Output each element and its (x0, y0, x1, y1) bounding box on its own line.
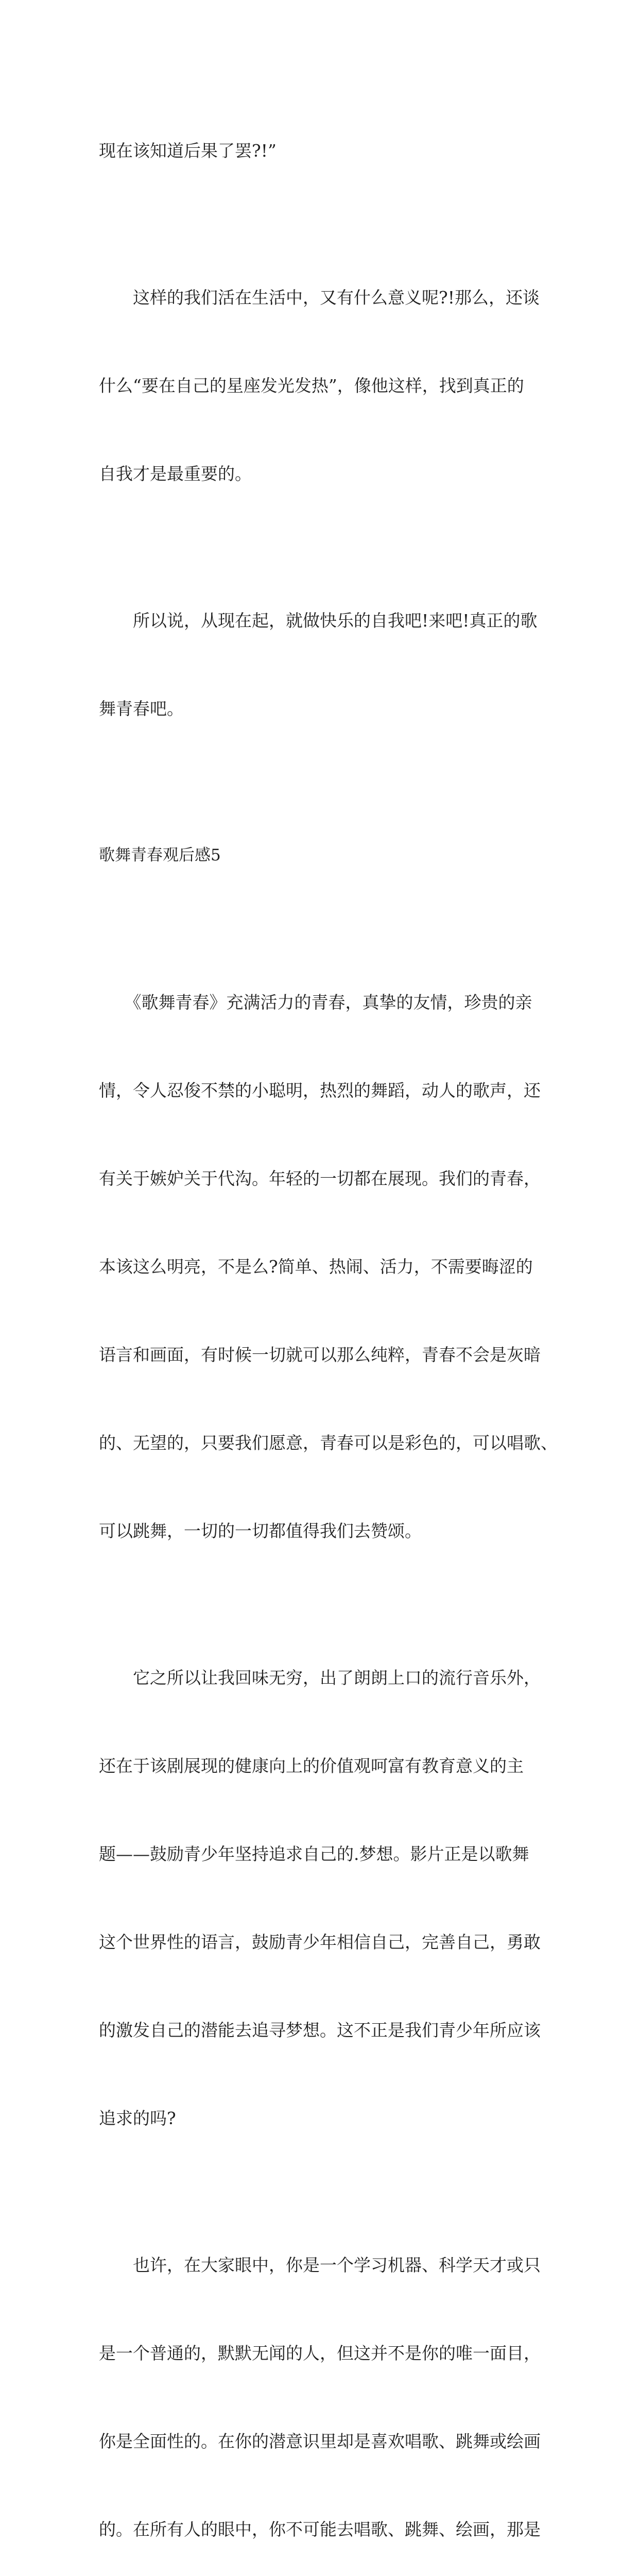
text-line: 的。在所有人的眼中，你不可能去唱歌、跳舞、绘画，那是 (99, 2519, 541, 2539)
text-line: 《歌舞青春》充满活力的青春，真挚的友情，珍贵的亲 (99, 992, 532, 1012)
text-line: 自我才是最重要的。 (99, 464, 252, 484)
text-line: 语言和画面，有时候一切就可以那么纯粹，青春不会是灰暗 (99, 1345, 541, 1365)
text-line: 这个世界性的语言，鼓励青少年相信自己，完善自己，勇敢 (99, 1932, 541, 1952)
document-body (99, 77, 558, 2576)
text-line: 现在该知道后果了罢?!” (99, 141, 277, 161)
text-line: 情，令人忍俊不禁的小聪明，热烈的舞蹈，动人的歌声，还 (99, 1080, 541, 1100)
text-line: 本该这么明亮，不是么?简单、热闹、活力，不需要晦涩的 (99, 1257, 533, 1277)
text-line: 你是全面性的。在你的潜意识里却是喜欢唱歌、跳舞或绘画 (99, 2431, 541, 2451)
text-line: 这样的我们活在生活中，又有什么意义呢?!那么，还谈 (99, 287, 540, 308)
paragraph-4 (99, 929, 558, 1604)
paragraph-6 (99, 2192, 552, 2576)
paragraph-1 (99, 77, 552, 224)
paragraph-5 (99, 1604, 552, 2192)
text-line: 可以跳舞，一切的一切都值得我们去赞颂。 (99, 1521, 422, 1541)
text-line: 舞青春吧。 (99, 699, 184, 719)
text-line: 的激发自己的潜能去追寻梦想。这不正是我们青少年所应该 (99, 2020, 541, 2040)
text-line: 的、无望的，只要我们愿意，青春可以是彩色的，可以唱歌、 (99, 1433, 558, 1453)
heading-text: 歌舞青春观后感5 (99, 846, 221, 865)
section-heading (99, 782, 552, 929)
text-line: 它之所以让我回味无穷，出了朗朗上口的流行音乐外， (99, 1668, 541, 1688)
text-line: 所以说，从现在起，就做快乐的自我吧!来吧!真正的歌 (99, 611, 538, 631)
text-line: 是一个普通的，默默无闻的人，但这并不是你的唯一面目， (99, 2343, 541, 2363)
text-line: 有关于嫉妒关于代沟。年轻的一切都在展现。我们的青春， (99, 1168, 541, 1189)
text-line: 题——鼓励青少年坚持追求自己的.梦想。影片正是以歌舞 (99, 1844, 529, 1864)
text-line: 也许，在大家眼中，你是一个学习机器、科学天才或只 (99, 2255, 541, 2275)
text-line: 还在于该剧展现的健康向上的价值观呵富有教育意义的主 (99, 1756, 524, 1776)
text-line: 什么“要在自己的星座发光发热”，像他这样，找到真正的 (99, 376, 524, 396)
paragraph-3 (99, 547, 552, 782)
paragraph-2 (99, 224, 552, 547)
text-line: 追求的吗? (99, 2108, 176, 2128)
